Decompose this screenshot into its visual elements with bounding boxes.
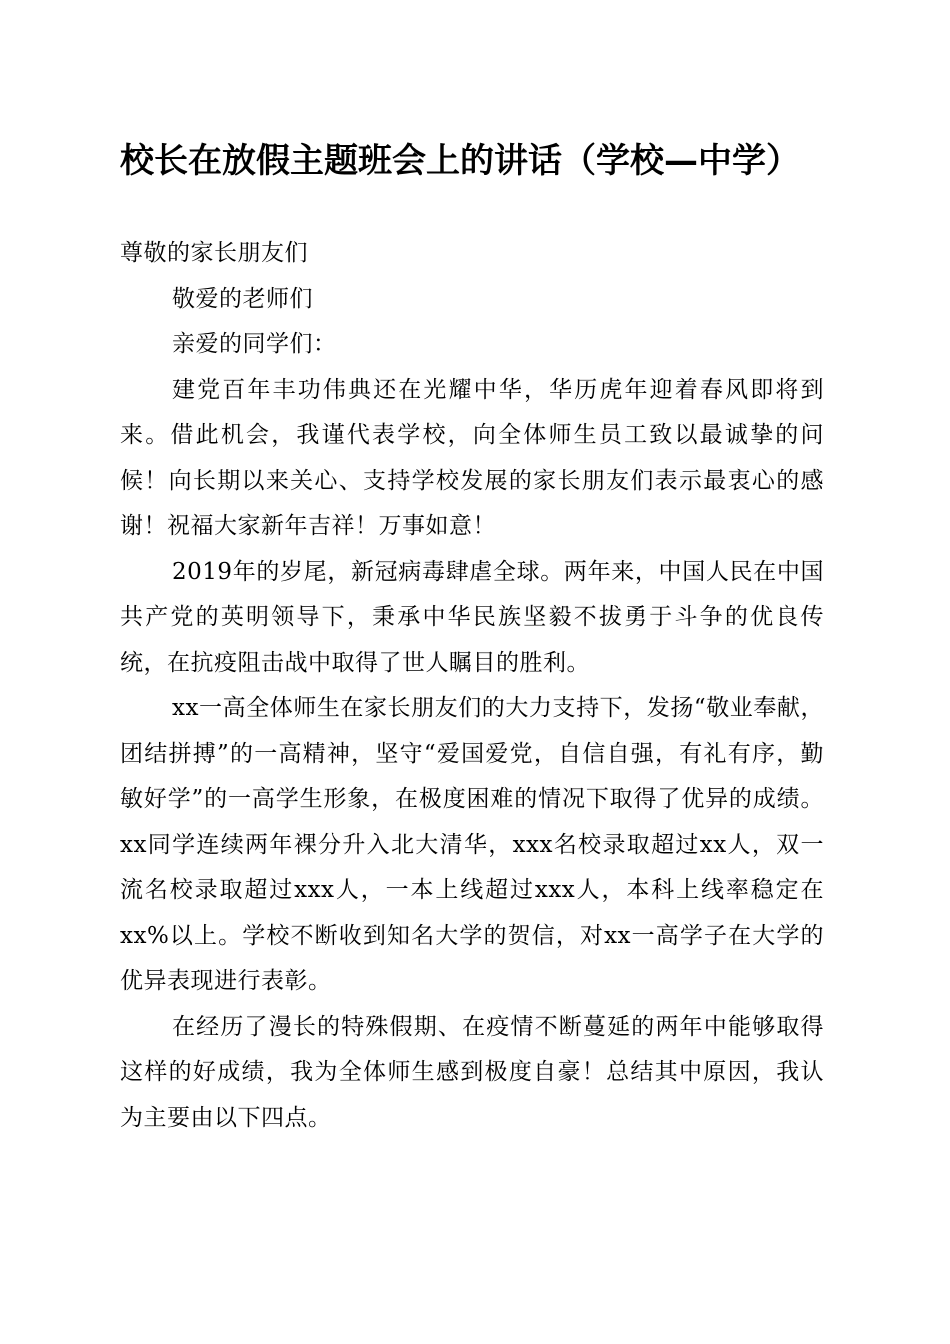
paragraph-greeting: 建党百年丰功伟典还在光耀中华，华历虎年迎着春风即将到来。借此机会，我谨代表学校，向全体师生员工致以最诚挚的问候！向长期以来关心、支持学校发展的家长朋友们表示最衷心的感谢！祝福大家新年吉祥！万事如意！ <box>120 376 824 539</box>
document-title: 校长在放假主题班会上的讲话（学校—中学） <box>120 141 800 181</box>
paragraph-conclusion: 在经历了漫长的特殊假期、在疫情不断蔓延的两年中能够取得这样的好成绩，我为全体师生感到极度自豪！总结其中原因，我认为主要由以下四点。 <box>120 1013 824 1131</box>
salutation-teachers: 敬爱的老师们 <box>172 285 313 312</box>
paragraph-pandemic: 2019年的岁尾，新冠病毒肆虐全球。两年来，中国人民在中国共产党的英明领导下，秉承中华民族坚毅不拔勇于斗争的优良传统，在抗疫阻击战中取得了世人瞩目的胜利。 <box>120 558 824 676</box>
salutation-students: 亲爱的同学们： <box>172 331 337 357</box>
document-body <box>120 231 824 1141</box>
paragraph-achievements: xx一高全体师生在家长朋友们的大力支持下，发扬“敬业奉献，团结拼搏”的一高精神，坚守“爱国爱党，自信自强，有礼有序，勤敏好学”的一高学生形象，在极度困难的情况下取得了优异的成绩。xx同学连续两年裸分升入北大清华，xxx名校录取超过xx人，双一流名校录取超过xxx人，一本上线超过xxx人，本科上线率稳定在xx%以上。学校不断收到知名大学的贺信，对xx一高学子在大学的优异表现进行表彰。 <box>120 695 824 994</box>
salutation-parents: 尊敬的家长朋友们 <box>120 240 308 266</box>
